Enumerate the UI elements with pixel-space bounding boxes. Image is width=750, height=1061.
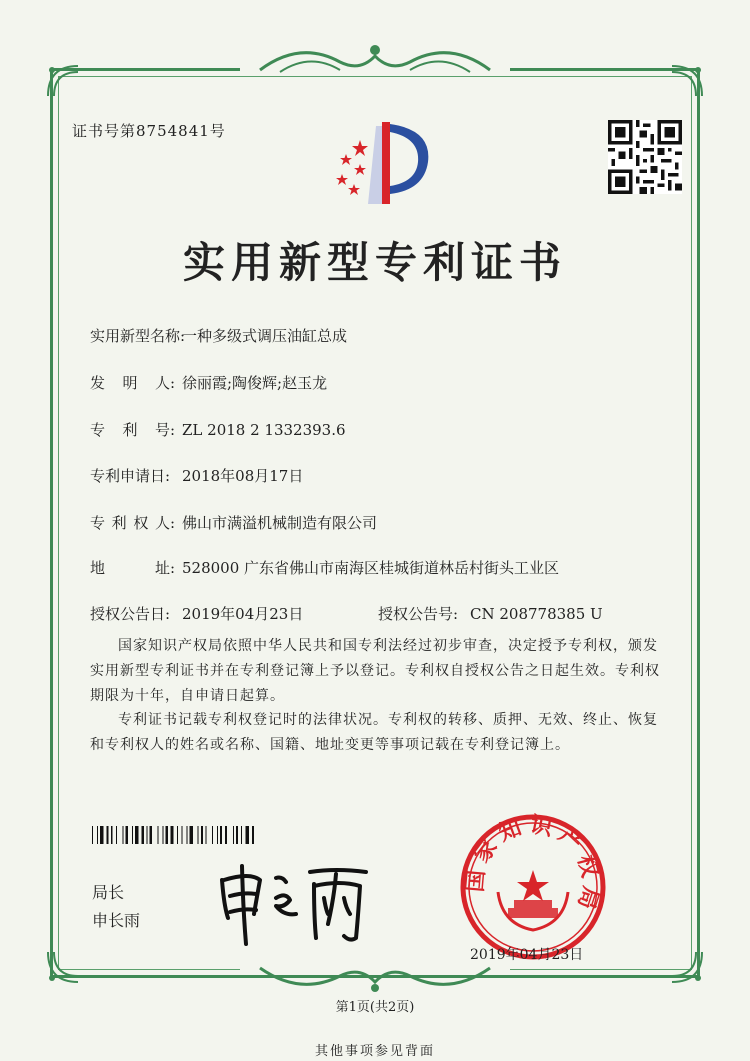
back-note: 其他事项参见背面 xyxy=(314,1044,435,1059)
field-value: 一种多级式调压油缸总成 xyxy=(182,327,348,345)
barcode xyxy=(92,826,317,844)
certificate-title: 实用新型专利证书 xyxy=(182,238,567,287)
field-label: 授权公告日: xyxy=(90,605,171,623)
field-application-date xyxy=(90,465,303,486)
field-value: 528000 广东省佛山市南海区桂城街道林岳村街头工业区 xyxy=(182,559,560,577)
label-char: 号 xyxy=(154,421,170,439)
label-char: 明 xyxy=(122,374,138,392)
signer-name: 申长雨 xyxy=(92,911,141,930)
label-char: 人 xyxy=(154,374,170,392)
field-value: 2018年08月17日 xyxy=(182,467,304,485)
field-label: 专利申请日: xyxy=(90,467,171,485)
certificate-number: 证书号第8754841号 xyxy=(72,122,226,140)
qr-code xyxy=(608,120,682,194)
page-indicator: 第1页(共2页) xyxy=(335,1000,415,1015)
bottom-ornament xyxy=(240,960,510,1000)
field-patentee xyxy=(90,512,377,533)
field-address xyxy=(90,557,559,578)
corner-ornament-top-left xyxy=(44,62,82,100)
field-value: CN 208778385 U xyxy=(470,605,603,623)
field-value: 2019年04月23日 xyxy=(182,605,304,623)
label-char: 利 xyxy=(122,421,138,439)
field-utility-model-name xyxy=(90,325,347,346)
field-value: ZL 2018 2 1332393.6 xyxy=(182,421,346,439)
cnipa-logo xyxy=(320,112,440,212)
corner-ornament-bottom-right xyxy=(668,948,706,986)
seal-text: 国家知识产权局 xyxy=(462,812,605,919)
label-char: 专 xyxy=(90,514,106,532)
signer-title: 局长 xyxy=(92,883,125,902)
label-colon: : xyxy=(170,374,176,392)
field-inventor xyxy=(90,372,327,393)
top-ornament xyxy=(240,36,510,86)
official-seal xyxy=(458,812,608,962)
field-grant-date xyxy=(90,603,303,624)
field-value: 佛山市满溢机械制造有限公司 xyxy=(182,514,378,532)
field-label: 授权公告号: xyxy=(378,605,459,623)
field-patent-number xyxy=(90,419,346,440)
label-char: 专 xyxy=(90,421,106,439)
field-value: 徐丽霞;陶俊辉;赵玉龙 xyxy=(182,374,328,392)
label-colon: : xyxy=(170,514,176,532)
certificate-paragraph-2: 专利证书记载专利权登记时的法律状况。专利权的转移、质押、无效、终止、恢复和专利权人的姓名或名称、国籍、地址变更等事项记载在专利登记簿上。 xyxy=(90,712,658,753)
handwritten-signature xyxy=(210,858,380,948)
label-char: 地 xyxy=(90,559,106,577)
seal-date: 2019年04月23日 xyxy=(470,947,584,963)
corner-ornament-top-right xyxy=(668,62,706,100)
label-char: 发 xyxy=(90,374,106,392)
certificate-paragraph-1: 国家知识产权局依照中华人民共和国专利法经过初步审查，决定授予专利权，颁发实用新型专利证书并在专利登记簿上予以登记。专利权自授权公告之日起生效。专利权期限为十年，自申请日起算。 xyxy=(90,638,660,704)
field-grant-number xyxy=(378,603,603,624)
label-char: 利 xyxy=(111,514,127,532)
corner-ornament-bottom-left xyxy=(44,948,82,986)
label-colon: : xyxy=(170,559,176,577)
label-char: 权 xyxy=(133,514,149,532)
field-label: 实用新型名称: xyxy=(90,327,186,345)
label-colon: : xyxy=(170,421,176,439)
label-char: 人 xyxy=(154,514,170,532)
label-char: 址 xyxy=(154,559,170,577)
